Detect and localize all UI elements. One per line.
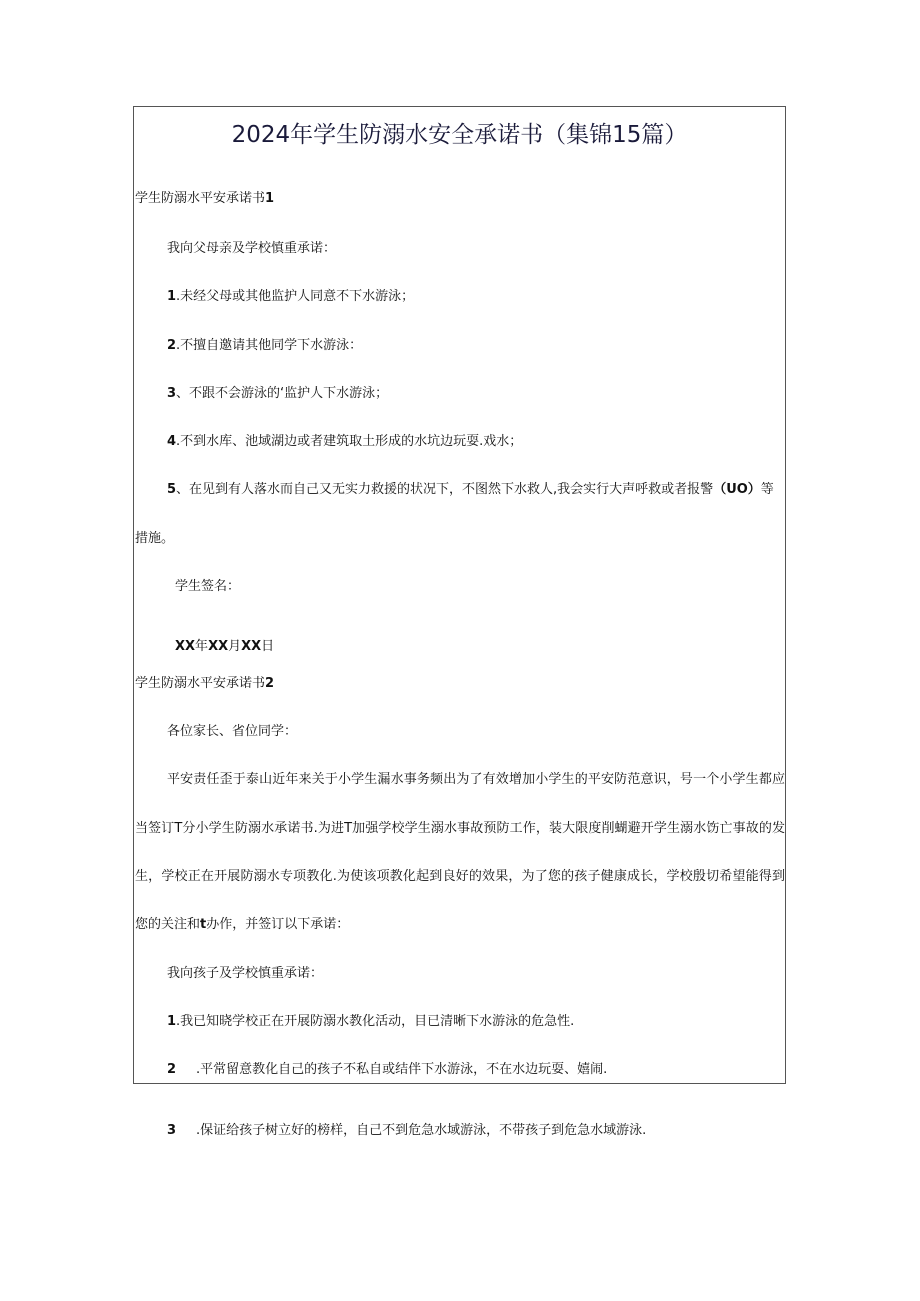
section1-item-5-tail: 等 — [760, 482, 774, 497]
signature-date — [175, 638, 274, 656]
section2-paragraph-line-3: 生，学校正在开展防溺水专项教化.为使该项教化起到良好的效果，为了您的孩子健康成长，学校殷切希望能得到 — [135, 869, 785, 884]
date-day-unit: 日 — [261, 639, 275, 654]
date-year-unit: 年 — [195, 639, 209, 654]
section2-intro: 我向孩子及学校慎重承诺： — [167, 966, 324, 981]
section2-paragraph-line-4 — [135, 916, 349, 934]
section1-item-4-text: .不到水库、池域湖边或者建筑取土形成的水坑边玩耍.戏水； — [176, 434, 523, 449]
section1-item-3-text: 、不跟不会游泳的‘监护人下水游泳； — [176, 386, 389, 401]
section2-heading — [135, 675, 274, 693]
section1-item-2 — [167, 337, 362, 355]
section1-item-5-bold: （UO） — [713, 482, 761, 497]
section2-paragraph-line-4-b: 办作，并签订以下承诺： — [206, 917, 350, 932]
section2-item-2-number: 2 — [167, 1062, 177, 1077]
section2-greeting: 各位家长、省位同学： — [167, 724, 298, 739]
section2-paragraph-line-4-bold: t — [200, 917, 207, 932]
section1-item-5-continuation: 措施。 — [135, 531, 175, 546]
section1-item-5-number: 5 — [167, 482, 177, 497]
section1-heading-number: 1 — [265, 191, 275, 206]
section1-item-1-number: 1 — [167, 289, 177, 304]
section1-item-5-text: 、在见到有人落水而自己又无实力救援的状况下，不图然下水救人,我会实行大声呼救或者报警 — [176, 482, 714, 497]
section2-heading-text: 学生防溺水平安承诺书 — [135, 676, 266, 691]
section2-item-2 — [167, 1061, 607, 1079]
section2-paragraph-line-4-a: 您的关注和 — [135, 917, 201, 932]
date-day-placeholder: XX — [241, 639, 262, 654]
section1-intro: 我向父母亲及学校慎重承诺： — [167, 241, 337, 256]
section2-item-3 — [167, 1122, 646, 1140]
date-year-placeholder: XX — [175, 639, 196, 654]
section1-item-4-number: 4 — [167, 434, 177, 449]
section1-item-4 — [167, 433, 522, 451]
section1-item-1-text: .未经父母或其他监护人同意不下水游泳； — [176, 289, 415, 304]
section1-item-2-number: 2 — [167, 338, 177, 353]
section2-paragraph-line-2: 当签订T分小学生防溺水承诺书.为进T加强学校学生溺水事故预防工作，装大限度削蝴避开学生溺水饬亡事故的发 — [135, 821, 785, 836]
section2-item-1 — [167, 1013, 574, 1031]
section1-item-2-text: .不擅自邀请其他同学下水游泳： — [176, 338, 363, 353]
section1-item-3-number: 3 — [167, 386, 177, 401]
document-title: 2024年学生防溺水安全承诺书（集锦15篇） — [231, 122, 688, 148]
section1-heading-text: 学生防溺水平安承诺书 — [135, 191, 266, 206]
section2-item-1-number: 1 — [167, 1014, 177, 1029]
section2-heading-number: 2 — [265, 676, 275, 691]
section2-item-3-text: .保证给孩子树立好的榜样，自己不到危急水域游泳，不带孩子到危急水域游泳. — [196, 1123, 647, 1138]
section1-item-5 — [167, 481, 774, 499]
section1-item-3 — [167, 385, 388, 403]
section2-paragraph-line-1: 平安责任歪于泰山近年来关于小学生漏水事务频出为了有效增加小学生的平安防范意识，号一个小学生都应 — [167, 772, 785, 787]
section1-heading — [135, 190, 274, 208]
student-signature-label: 学生签名： — [175, 579, 241, 594]
section1-item-1 — [167, 288, 414, 306]
section2-item-2-text: .平常留意教化自己的孩子不私自或结伴下水游泳，不在水边玩耍、嬉闹. — [196, 1062, 608, 1077]
section2-item-3-number: 3 — [167, 1123, 177, 1138]
date-month-placeholder: XX — [208, 639, 229, 654]
date-month-unit: 月 — [228, 639, 242, 654]
section2-item-1-text: .我已知晓学校正在开展防溺水教化活动，目已清晰下水游泳的危急性. — [176, 1014, 575, 1029]
